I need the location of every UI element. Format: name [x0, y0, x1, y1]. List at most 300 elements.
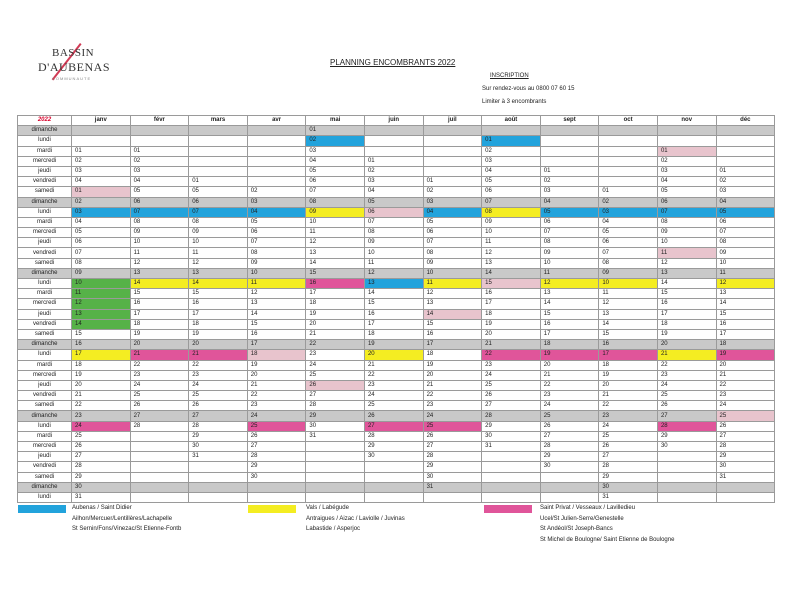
calendar-cell: [306, 492, 365, 502]
calendar-cell: 21: [247, 380, 306, 390]
calendar-cell: 28: [364, 431, 423, 441]
calendar-row: [18, 442, 775, 452]
calendar-cell: 28: [423, 452, 482, 462]
calendar-cell: 22: [364, 370, 423, 380]
calendar-cell: 20: [306, 319, 365, 329]
calendar-cell: [364, 126, 423, 136]
calendar-cell: 14: [423, 309, 482, 319]
calendar-cell: 02: [540, 177, 599, 187]
calendar-cell: 23: [599, 411, 658, 421]
calendar-cell: 28: [482, 411, 541, 421]
calendar-cell: 19: [540, 350, 599, 360]
weekday-label: lundi: [18, 421, 72, 431]
calendar-cell: [482, 492, 541, 502]
calendar-row: [18, 248, 775, 258]
calendar-cell: 30: [540, 462, 599, 472]
calendar-cell: 14: [72, 319, 131, 329]
calendar-cell: 27: [130, 411, 189, 421]
calendar-cell: 18: [189, 319, 248, 329]
weekday-label: mardi: [18, 289, 72, 299]
calendar-row: [18, 462, 775, 472]
calendar-cell: 13: [306, 248, 365, 258]
calendar-cell: 05: [72, 228, 131, 238]
calendar-cell: 08: [657, 217, 716, 227]
calendar-cell: 31: [72, 492, 131, 502]
calendar-cell: 06: [189, 197, 248, 207]
calendar-cell: 16: [482, 289, 541, 299]
calendar-cell: 12: [716, 279, 775, 289]
calendar-cell: 27: [482, 401, 541, 411]
calendar-cell: 21: [189, 350, 248, 360]
calendar-cell: 02: [130, 156, 189, 166]
calendar-cell: 12: [423, 289, 482, 299]
calendar-cell: [423, 492, 482, 502]
calendar-cell: [189, 126, 248, 136]
calendar-cell: 26: [130, 401, 189, 411]
calendar-cell: 28: [716, 442, 775, 452]
calendar-cell: 28: [657, 421, 716, 431]
weekday-label: mardi: [18, 360, 72, 370]
calendar-cell: 01: [72, 187, 131, 197]
calendar-cell: [599, 166, 658, 176]
calendar-cell: 21: [540, 370, 599, 380]
weekday-label: mercredi: [18, 442, 72, 452]
calendar-cell: [423, 146, 482, 156]
calendar-cell: [130, 126, 189, 136]
calendar-cell: 28: [306, 401, 365, 411]
calendar-cell: 28: [130, 421, 189, 431]
calendar-cell: [657, 482, 716, 492]
calendar-cell: 18: [599, 360, 658, 370]
calendar-cell: 31: [189, 452, 248, 462]
calendar-cell: 22: [423, 391, 482, 401]
calendar-cell: [189, 462, 248, 472]
logo: [30, 45, 140, 105]
calendar-cell: 04: [130, 177, 189, 187]
calendar-cell: [482, 452, 541, 462]
calendar-cell: 24: [364, 391, 423, 401]
calendar-cell: 22: [306, 340, 365, 350]
calendar-cell: 23: [247, 401, 306, 411]
calendar-cell: [130, 472, 189, 482]
calendar-cell: [716, 492, 775, 502]
calendar-cell: 20: [657, 340, 716, 350]
calendar-cell: [306, 442, 365, 452]
calendar-cell: 18: [247, 350, 306, 360]
calendar-row: [18, 492, 775, 502]
weekday-label: lundi: [18, 207, 72, 217]
inscription-phone: Sur rendez-vous au 0800 07 60 15: [482, 86, 575, 92]
calendar-cell: 04: [482, 166, 541, 176]
calendar-cell: 18: [423, 350, 482, 360]
calendar-cell: 12: [657, 258, 716, 268]
month-header: août: [482, 116, 541, 126]
calendar-row: [18, 217, 775, 227]
calendar-cell: 24: [599, 421, 658, 431]
calendar-cell: 19: [482, 319, 541, 329]
calendar-cell: 13: [189, 268, 248, 278]
calendar-cell: 29: [657, 431, 716, 441]
calendar-cell: 10: [189, 238, 248, 248]
calendar-cell: 26: [657, 401, 716, 411]
calendar-cell: [423, 126, 482, 136]
calendar-cell: 09: [657, 228, 716, 238]
calendar-cell: 16: [72, 340, 131, 350]
month-header: févr: [130, 116, 189, 126]
calendar-cell: [247, 482, 306, 492]
calendar-cell: 02: [72, 197, 131, 207]
calendar-cell: [72, 136, 131, 146]
calendar-cell: 11: [306, 228, 365, 238]
calendar-cell: 27: [247, 442, 306, 452]
calendar-row: [18, 329, 775, 339]
calendar-cell: 25: [716, 411, 775, 421]
weekday-label: vendredi: [18, 177, 72, 187]
weekday-label: mercredi: [18, 299, 72, 309]
calendar-row: [18, 166, 775, 176]
calendar-cell: 01: [364, 156, 423, 166]
calendar-cell: 01: [189, 177, 248, 187]
calendar-cell: [657, 126, 716, 136]
calendar-cell: 07: [540, 228, 599, 238]
calendar-cell: 26: [599, 442, 658, 452]
calendar-cell: [130, 482, 189, 492]
calendar-cell: 03: [599, 207, 658, 217]
calendar-cell: [364, 472, 423, 482]
calendar-cell: [189, 146, 248, 156]
calendar-cell: 20: [423, 370, 482, 380]
calendar-cell: 30: [72, 482, 131, 492]
calendar-cell: 09: [189, 228, 248, 238]
calendar-cell: 16: [423, 329, 482, 339]
calendar-cell: 26: [482, 391, 541, 401]
calendar-cell: 16: [364, 309, 423, 319]
weekday-label: mercredi: [18, 370, 72, 380]
calendar-row: [18, 431, 775, 441]
calendar-cell: 09: [72, 268, 131, 278]
calendar-cell: 07: [72, 248, 131, 258]
calendar-cell: 04: [657, 177, 716, 187]
calendar-cell: 17: [599, 350, 658, 360]
calendar-cell: 15: [189, 289, 248, 299]
calendar-cell: 30: [482, 431, 541, 441]
calendar-cell: [306, 452, 365, 462]
calendar-cell: 25: [130, 391, 189, 401]
weekday-label: dimanche: [18, 126, 72, 136]
calendar-cell: 19: [423, 360, 482, 370]
calendar-cell: 24: [306, 360, 365, 370]
calendar-cell: 08: [364, 228, 423, 238]
calendar-cell: 02: [247, 187, 306, 197]
calendar-row: [18, 207, 775, 217]
calendar-cell: 01: [599, 187, 658, 197]
calendar-cell: 04: [306, 156, 365, 166]
calendar-cell: [423, 166, 482, 176]
calendar-cell: [540, 472, 599, 482]
calendar-cell: [599, 177, 658, 187]
calendar-row: [18, 472, 775, 482]
calendar-row: [18, 268, 775, 278]
weekday-label: lundi: [18, 279, 72, 289]
weekday-label: mardi: [18, 217, 72, 227]
calendar-cell: 17: [716, 329, 775, 339]
legend-magenta-line-1: Saint Privat / Vesseaux / Lavilledieu: [540, 505, 636, 511]
calendar-cell: 12: [364, 268, 423, 278]
calendar-cell: 13: [247, 299, 306, 309]
calendar-cell: 11: [540, 268, 599, 278]
calendar-cell: 15: [247, 319, 306, 329]
calendar-cell: [247, 492, 306, 502]
calendar-cell: 13: [423, 299, 482, 309]
calendar-cell: 03: [306, 146, 365, 156]
calendar-cell: 21: [72, 391, 131, 401]
calendar-cell: 20: [599, 380, 658, 390]
calendar-cell: 21: [423, 380, 482, 390]
calendar-cell: 09: [306, 207, 365, 217]
calendar-cell: 02: [482, 146, 541, 156]
calendar-row: [18, 350, 775, 360]
calendar-cell: 23: [482, 360, 541, 370]
weekday-label: jeudi: [18, 238, 72, 248]
calendar-cell: 03: [72, 166, 131, 176]
calendar-cell: 15: [599, 329, 658, 339]
calendar-cell: 03: [540, 187, 599, 197]
calendar-cell: 15: [657, 289, 716, 299]
calendar-cell: 21: [716, 370, 775, 380]
calendar-row: [18, 156, 775, 166]
calendar-cell: 13: [716, 289, 775, 299]
calendar-cell: [716, 482, 775, 492]
calendar-cell: 03: [423, 197, 482, 207]
calendar-cell: 08: [716, 238, 775, 248]
calendar-cell: 24: [72, 421, 131, 431]
calendar-row: [18, 228, 775, 238]
calendar-cell: 25: [482, 380, 541, 390]
calendar-cell: 22: [130, 360, 189, 370]
calendar-cell: 23: [306, 350, 365, 360]
calendar-cell: 11: [657, 248, 716, 258]
inscription-limit: Limiter à 3 encombrants: [482, 99, 547, 105]
calendar-cell: 16: [130, 299, 189, 309]
calendar-cell: 04: [364, 187, 423, 197]
calendar-cell: [482, 482, 541, 492]
calendar-cell: [540, 482, 599, 492]
calendar-cell: 22: [72, 401, 131, 411]
calendar-cell: 13: [130, 268, 189, 278]
calendar-cell: 18: [657, 319, 716, 329]
calendar-cell: 03: [364, 177, 423, 187]
calendar-cell: 18: [306, 299, 365, 309]
calendar-row: [18, 391, 775, 401]
calendar-cell: 12: [540, 279, 599, 289]
weekday-label: vendredi: [18, 248, 72, 258]
calendar-cell: [657, 452, 716, 462]
logo-line-2: D'AUBENAS: [38, 60, 110, 74]
calendar-cell: 07: [130, 207, 189, 217]
calendar-cell: 19: [189, 329, 248, 339]
calendar-cell: [306, 462, 365, 472]
weekday-label: jeudi: [18, 452, 72, 462]
calendar-cell: 15: [72, 329, 131, 339]
calendar-cell: 04: [72, 177, 131, 187]
calendar-cell: 19: [130, 329, 189, 339]
calendar-cell: 27: [189, 411, 248, 421]
calendar-cell: 20: [364, 350, 423, 360]
calendar-cell: 05: [247, 217, 306, 227]
calendar-cell: [130, 442, 189, 452]
calendar-cell: 01: [423, 177, 482, 187]
calendar-cell: 07: [306, 187, 365, 197]
legend-swatch-blue: [18, 505, 66, 513]
calendar-row: [18, 411, 775, 421]
calendar-cell: [130, 136, 189, 146]
calendar-cell: 17: [72, 350, 131, 360]
calendar-cell: 29: [540, 452, 599, 462]
calendar-cell: 20: [130, 340, 189, 350]
legend-blue-line-1: Aubenas / Saint Didier: [72, 505, 132, 511]
calendar-cell: 11: [364, 258, 423, 268]
calendar-cell: 19: [364, 340, 423, 350]
calendar-cell: 26: [423, 431, 482, 441]
calendar-cell: 07: [482, 197, 541, 207]
calendar-cell: [716, 156, 775, 166]
calendar-cell: 14: [306, 258, 365, 268]
calendar-cell: [130, 462, 189, 472]
inscription-heading: INSCRIPTION: [490, 73, 529, 79]
calendar-cell: 29: [423, 462, 482, 472]
calendar-cell: 21: [130, 350, 189, 360]
calendar-cell: 01: [540, 166, 599, 176]
calendar-header-row: [18, 116, 775, 126]
calendar-cell: 14: [540, 299, 599, 309]
calendar-cell: 08: [130, 217, 189, 227]
calendar-cell: 04: [716, 197, 775, 207]
month-header: nov: [657, 116, 716, 126]
calendar-cell: 16: [657, 299, 716, 309]
calendar-cell: [540, 126, 599, 136]
calendar-cell: 10: [364, 248, 423, 258]
calendar-cell: 23: [657, 370, 716, 380]
calendar-cell: 09: [716, 248, 775, 258]
calendar-cell: 25: [540, 411, 599, 421]
calendar-row: [18, 309, 775, 319]
calendar-cell: 11: [72, 289, 131, 299]
calendar-cell: [364, 136, 423, 146]
calendar-cell: [189, 482, 248, 492]
calendar-cell: 18: [364, 329, 423, 339]
calendar-row: [18, 401, 775, 411]
calendar-cell: 27: [599, 452, 658, 462]
calendar-cell: 25: [364, 401, 423, 411]
calendar-cell: 13: [482, 258, 541, 268]
weekday-label: vendredi: [18, 319, 72, 329]
calendar-cell: 25: [306, 370, 365, 380]
calendar-cell: 20: [482, 329, 541, 339]
weekday-label: lundi: [18, 136, 72, 146]
calendar-cell: 06: [247, 228, 306, 238]
calendar-cell: 26: [72, 442, 131, 452]
calendar-cell: [189, 472, 248, 482]
calendar-cell: 24: [657, 380, 716, 390]
calendar-cell: 27: [423, 442, 482, 452]
calendar-cell: 30: [716, 462, 775, 472]
calendar-cell: [189, 156, 248, 166]
calendar-cell: 30: [599, 482, 658, 492]
calendar-cell: 14: [716, 299, 775, 309]
calendar-cell: 11: [423, 279, 482, 289]
calendar-cell: 07: [599, 248, 658, 258]
calendar-cell: 02: [72, 156, 131, 166]
calendar-cell: 03: [72, 207, 131, 217]
calendar-cell: 30: [189, 442, 248, 452]
calendar-cell: [130, 492, 189, 502]
calendar-cell: 29: [599, 472, 658, 482]
calendar-cell: 24: [130, 380, 189, 390]
calendar-cell: 09: [599, 268, 658, 278]
calendar-cell: 29: [364, 442, 423, 452]
weekday-label: dimanche: [18, 340, 72, 350]
calendar-cell: 22: [599, 401, 658, 411]
calendar-cell: 01: [306, 126, 365, 136]
calendar-cell: [482, 462, 541, 472]
calendar-row: [18, 482, 775, 492]
calendar-cell: 11: [482, 238, 541, 248]
calendar-cell: [247, 146, 306, 156]
calendar-cell: 05: [599, 228, 658, 238]
legend-blue: [72, 503, 181, 535]
calendar-cell: 04: [540, 197, 599, 207]
weekday-label: mercredi: [18, 156, 72, 166]
month-header: janv: [72, 116, 131, 126]
calendar-cell: 22: [657, 360, 716, 370]
calendar-row: [18, 197, 775, 207]
calendar-row: [18, 258, 775, 268]
month-header: avr: [247, 116, 306, 126]
calendar-cell: [189, 492, 248, 502]
calendar-cell: 31: [306, 431, 365, 441]
calendar-cell: 01: [716, 166, 775, 176]
calendar-cell: 08: [482, 207, 541, 217]
weekday-label: samedi: [18, 187, 72, 197]
calendar-cell: 15: [716, 309, 775, 319]
calendar-cell: 31: [482, 442, 541, 452]
calendar-cell: 07: [423, 238, 482, 248]
calendar-cell: 19: [306, 309, 365, 319]
calendar-cell: 06: [540, 217, 599, 227]
calendar-cell: 05: [189, 187, 248, 197]
month-header: juin: [364, 116, 423, 126]
calendar-cell: 21: [482, 340, 541, 350]
calendar-cell: 10: [482, 228, 541, 238]
calendar-cell: 17: [364, 319, 423, 329]
calendar-cell: 08: [247, 248, 306, 258]
weekday-label: samedi: [18, 329, 72, 339]
calendar-cell: 29: [72, 472, 131, 482]
calendar-cell: 29: [189, 431, 248, 441]
calendar-cell: [599, 156, 658, 166]
calendar-cell: 27: [306, 391, 365, 401]
calendar-row: [18, 319, 775, 329]
calendar-cell: 18: [716, 340, 775, 350]
calendar-cell: 20: [247, 370, 306, 380]
calendar-cell: 15: [482, 279, 541, 289]
calendar-cell: 15: [306, 268, 365, 278]
legend-magenta-line-3: St Andéol/St Joseph-Bancs: [540, 526, 613, 532]
calendar-cell: 12: [189, 258, 248, 268]
calendar-cell: 17: [130, 309, 189, 319]
calendar-cell: 08: [423, 248, 482, 258]
calendar-cell: 11: [130, 248, 189, 258]
